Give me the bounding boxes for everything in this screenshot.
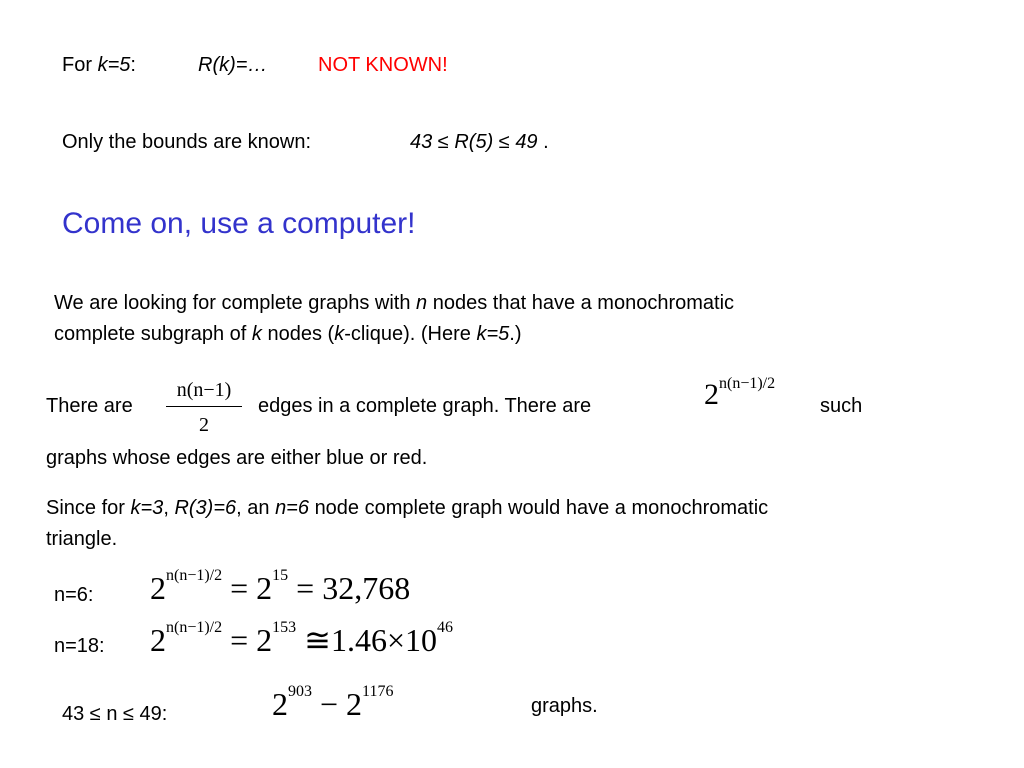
n6-label: n=6: xyxy=(54,584,94,606)
para1-a: We are looking for complete graphs with xyxy=(54,292,411,314)
rk-italic: R(k)=… xyxy=(198,54,268,76)
para1-c: complete subgraph of xyxy=(54,323,247,345)
para1-k2: k xyxy=(334,323,345,345)
such-text: such xyxy=(820,395,863,417)
not-known-text: NOT KNOWN! xyxy=(318,54,448,76)
n6-eq: = 2 xyxy=(230,570,273,606)
para3-n6: n=6 xyxy=(275,497,309,519)
bounds-period: . xyxy=(543,131,549,153)
para1-n: n xyxy=(416,292,428,314)
para1-d: nodes ( xyxy=(267,323,335,345)
para1-k5: k=5 xyxy=(476,323,510,345)
graphs-colors-text: graphs whose edges are either blue or red. xyxy=(46,447,428,469)
range-exp2: 1176 xyxy=(362,683,394,700)
edges-text: edges in a complete graph. There are xyxy=(258,395,592,417)
range-base1: 2 xyxy=(272,686,288,722)
n6-exponent: n(n−1)/2 xyxy=(166,567,223,584)
n6-equation xyxy=(150,567,411,606)
para1-b: nodes that have a monochromatic xyxy=(432,292,735,314)
bounds-italic: 43 ≤ R(5) ≤ 49 xyxy=(410,131,538,153)
n18-eq: = 2 xyxy=(230,622,273,658)
n18-exponent: n(n−1)/2 xyxy=(166,619,223,636)
range-equation xyxy=(272,683,394,722)
n6-base: 2 xyxy=(150,570,166,606)
n18-label: n=18: xyxy=(54,635,105,657)
for-label: For xyxy=(62,54,92,76)
range-label: 43 ≤ n ≤ 49: xyxy=(62,703,168,725)
range-minus: − 2 xyxy=(312,686,363,722)
bounds-known-text: Only the bounds are known: xyxy=(62,131,312,153)
para1-line2 xyxy=(54,322,521,346)
fraction-numerator: n(n−1) xyxy=(176,379,232,401)
n6-result: = 32,768 xyxy=(296,570,411,606)
power-exponent: n(n−1)/2 xyxy=(719,375,776,392)
para1-e: -clique). (Here xyxy=(344,323,471,345)
headline: Come on, use a computer! xyxy=(62,207,416,240)
graphs-text: graphs. xyxy=(531,695,598,717)
para3-b: , an xyxy=(236,497,270,519)
bounds-expression xyxy=(410,130,549,154)
fraction-bar xyxy=(166,406,242,407)
n6-exp2: 15 xyxy=(272,567,289,584)
n18-equation xyxy=(150,619,454,658)
line-for-k5 xyxy=(62,53,136,77)
edges-fraction xyxy=(162,378,246,435)
k5-text: k=5 xyxy=(97,54,131,76)
para3-a: Since for xyxy=(46,497,125,519)
para3-r3: R(3)=6 xyxy=(174,497,237,519)
para3-comma: , xyxy=(163,497,169,519)
n18-exp3: 46 xyxy=(437,619,454,636)
para1-line1 xyxy=(54,291,734,315)
range-exp1: 903 xyxy=(288,683,312,700)
power-expression xyxy=(704,375,776,411)
there-are-text: There are xyxy=(46,395,133,417)
power-base: 2 xyxy=(704,378,719,411)
para1-f: .) xyxy=(509,323,522,345)
rk-text xyxy=(198,53,267,77)
para3-line2: triangle. xyxy=(46,528,118,550)
para1-k: k xyxy=(251,323,262,345)
para3-k3: k=3 xyxy=(130,497,164,519)
fraction-denominator: 2 xyxy=(199,414,209,436)
colon: : xyxy=(130,54,136,76)
para3-line1 xyxy=(46,496,768,520)
n18-exp2: 153 xyxy=(272,619,297,636)
n18-result: ≅1.46×10 xyxy=(304,622,438,658)
para3-c: node complete graph would have a monochromatic xyxy=(314,497,769,519)
n18-base: 2 xyxy=(150,622,166,658)
